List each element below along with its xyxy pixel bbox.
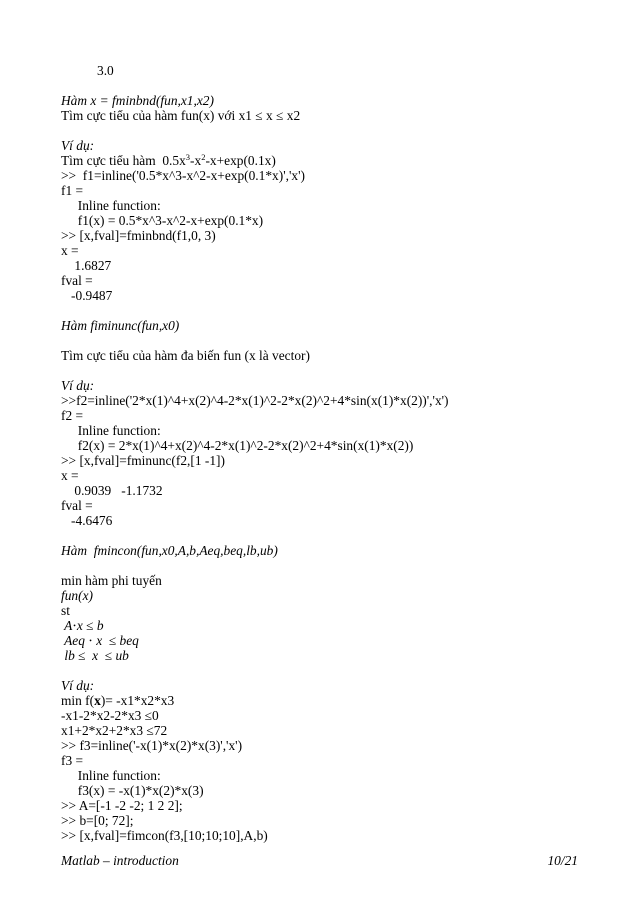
fminunc-description: Tìm cực tiểu của hàm đa biến fun (x là vector) bbox=[61, 348, 310, 363]
code-line: f1 = bbox=[61, 183, 84, 198]
code-line: 1.6827 bbox=[61, 258, 112, 273]
code-line: -0.9487 bbox=[61, 288, 113, 303]
code-line: f2 = bbox=[61, 408, 84, 423]
fminbnd-heading: Hàm x = fminbnd(fun,x1,x2) bbox=[61, 93, 214, 108]
code-line: f1(x) = 0.5*x^3-x^2-x+exp(0.1*x) bbox=[61, 213, 264, 228]
fmincon-line1: min hàm phi tuyến bbox=[61, 573, 162, 588]
code-line: >> [x,fval]=fminbnd(f1,0, 3) bbox=[61, 228, 216, 243]
fmincon-heading: Hàm fmincon(fun,x0,A,b,Aeq,beq,lb,ub) bbox=[61, 543, 278, 558]
page-footer bbox=[61, 853, 578, 869]
fminunc-example-label: Ví dụ: bbox=[61, 378, 95, 393]
task-suffix: -x+exp(0.1x) bbox=[205, 153, 276, 168]
fminbnd-description: Tìm cực tiểu của hàm fun(x) với x1 ≤ x ≤ x2 bbox=[61, 108, 301, 123]
min-prefix: min f( bbox=[61, 693, 95, 708]
task-prefix: Tìm cực tiểu hàm 0.5x bbox=[61, 153, 186, 168]
code-line: fval = bbox=[61, 273, 93, 288]
constraint: A⋅x ≤ b bbox=[61, 618, 104, 633]
footer-title: Matlab – introduction bbox=[61, 853, 179, 868]
fmincon-min-line bbox=[61, 693, 174, 708]
constraint: Aeq ⋅ x ≤ beq bbox=[61, 633, 139, 648]
fmincon-line3: st bbox=[61, 603, 70, 618]
code-line: x = bbox=[61, 243, 79, 258]
code-line: >>f2=inline('2*x(1)^4+x(2)^4-2*x(1)^2-2*x(2)^2+4*sin(x(1)*x(2))','x') bbox=[61, 393, 449, 408]
code-line: f2(x) = 2*x(1)^4+x(2)^4-2*x(1)^2-2*x(2)^2+4*sin(x(1)*x(2)) bbox=[61, 438, 414, 453]
code-line: fval = bbox=[61, 498, 93, 513]
min-suffix: )= -x1*x2*x3 bbox=[100, 693, 175, 708]
code-line: Inline function: bbox=[61, 768, 161, 783]
task-mid: -x bbox=[190, 153, 202, 168]
fminunc-heading: Hàm fiminunc(fun,x0) bbox=[61, 318, 180, 333]
code-line: >> [x,fval]=fminunc(f2,[1 -1]) bbox=[61, 453, 225, 468]
task-sup-2: 2 bbox=[201, 152, 206, 162]
code-line: x1+2*x2+2*x3 ≤72 bbox=[61, 723, 168, 738]
code-line: f3(x) = -x(1)*x(2)*x(3) bbox=[61, 783, 204, 798]
min-bold-x: x bbox=[94, 693, 101, 708]
page-number: 10/21 bbox=[547, 853, 578, 868]
code-line: Inline function: bbox=[61, 198, 161, 213]
fminbnd-example-label: Ví dụ: bbox=[61, 138, 95, 153]
code-line: >> [x,fval]=fimcon(f3,[10;10;10],A,b) bbox=[61, 828, 268, 843]
code-line: -4.6476 bbox=[61, 513, 113, 528]
code-line: f3 = bbox=[61, 753, 84, 768]
code-line: >> f1=inline('0.5*x^3-x^2-x+exp(0.1*x)','x') bbox=[61, 168, 305, 183]
fmincon-example-label: Ví dụ: bbox=[61, 678, 95, 693]
task-sup-3: 3 bbox=[185, 152, 191, 162]
code-line: Inline function: bbox=[61, 423, 161, 438]
code-line: >> b=[0; 72]; bbox=[61, 813, 134, 828]
constraint: lb ≤ x ≤ ub bbox=[61, 648, 129, 663]
code-line: x = bbox=[61, 468, 79, 483]
code-line: >> f3=inline('-x(1)*x(2)*x(3)','x') bbox=[61, 738, 243, 753]
fmincon-line2: fun(x) bbox=[61, 588, 93, 603]
code-line: 0.9039 -1.1732 bbox=[61, 483, 163, 498]
section-number: 3.0 bbox=[97, 63, 114, 78]
code-line: >> A=[-1 -2 -2; 1 2 2]; bbox=[61, 798, 183, 813]
code-line: -x1-2*x2-2*x3 ≤0 bbox=[61, 708, 159, 723]
